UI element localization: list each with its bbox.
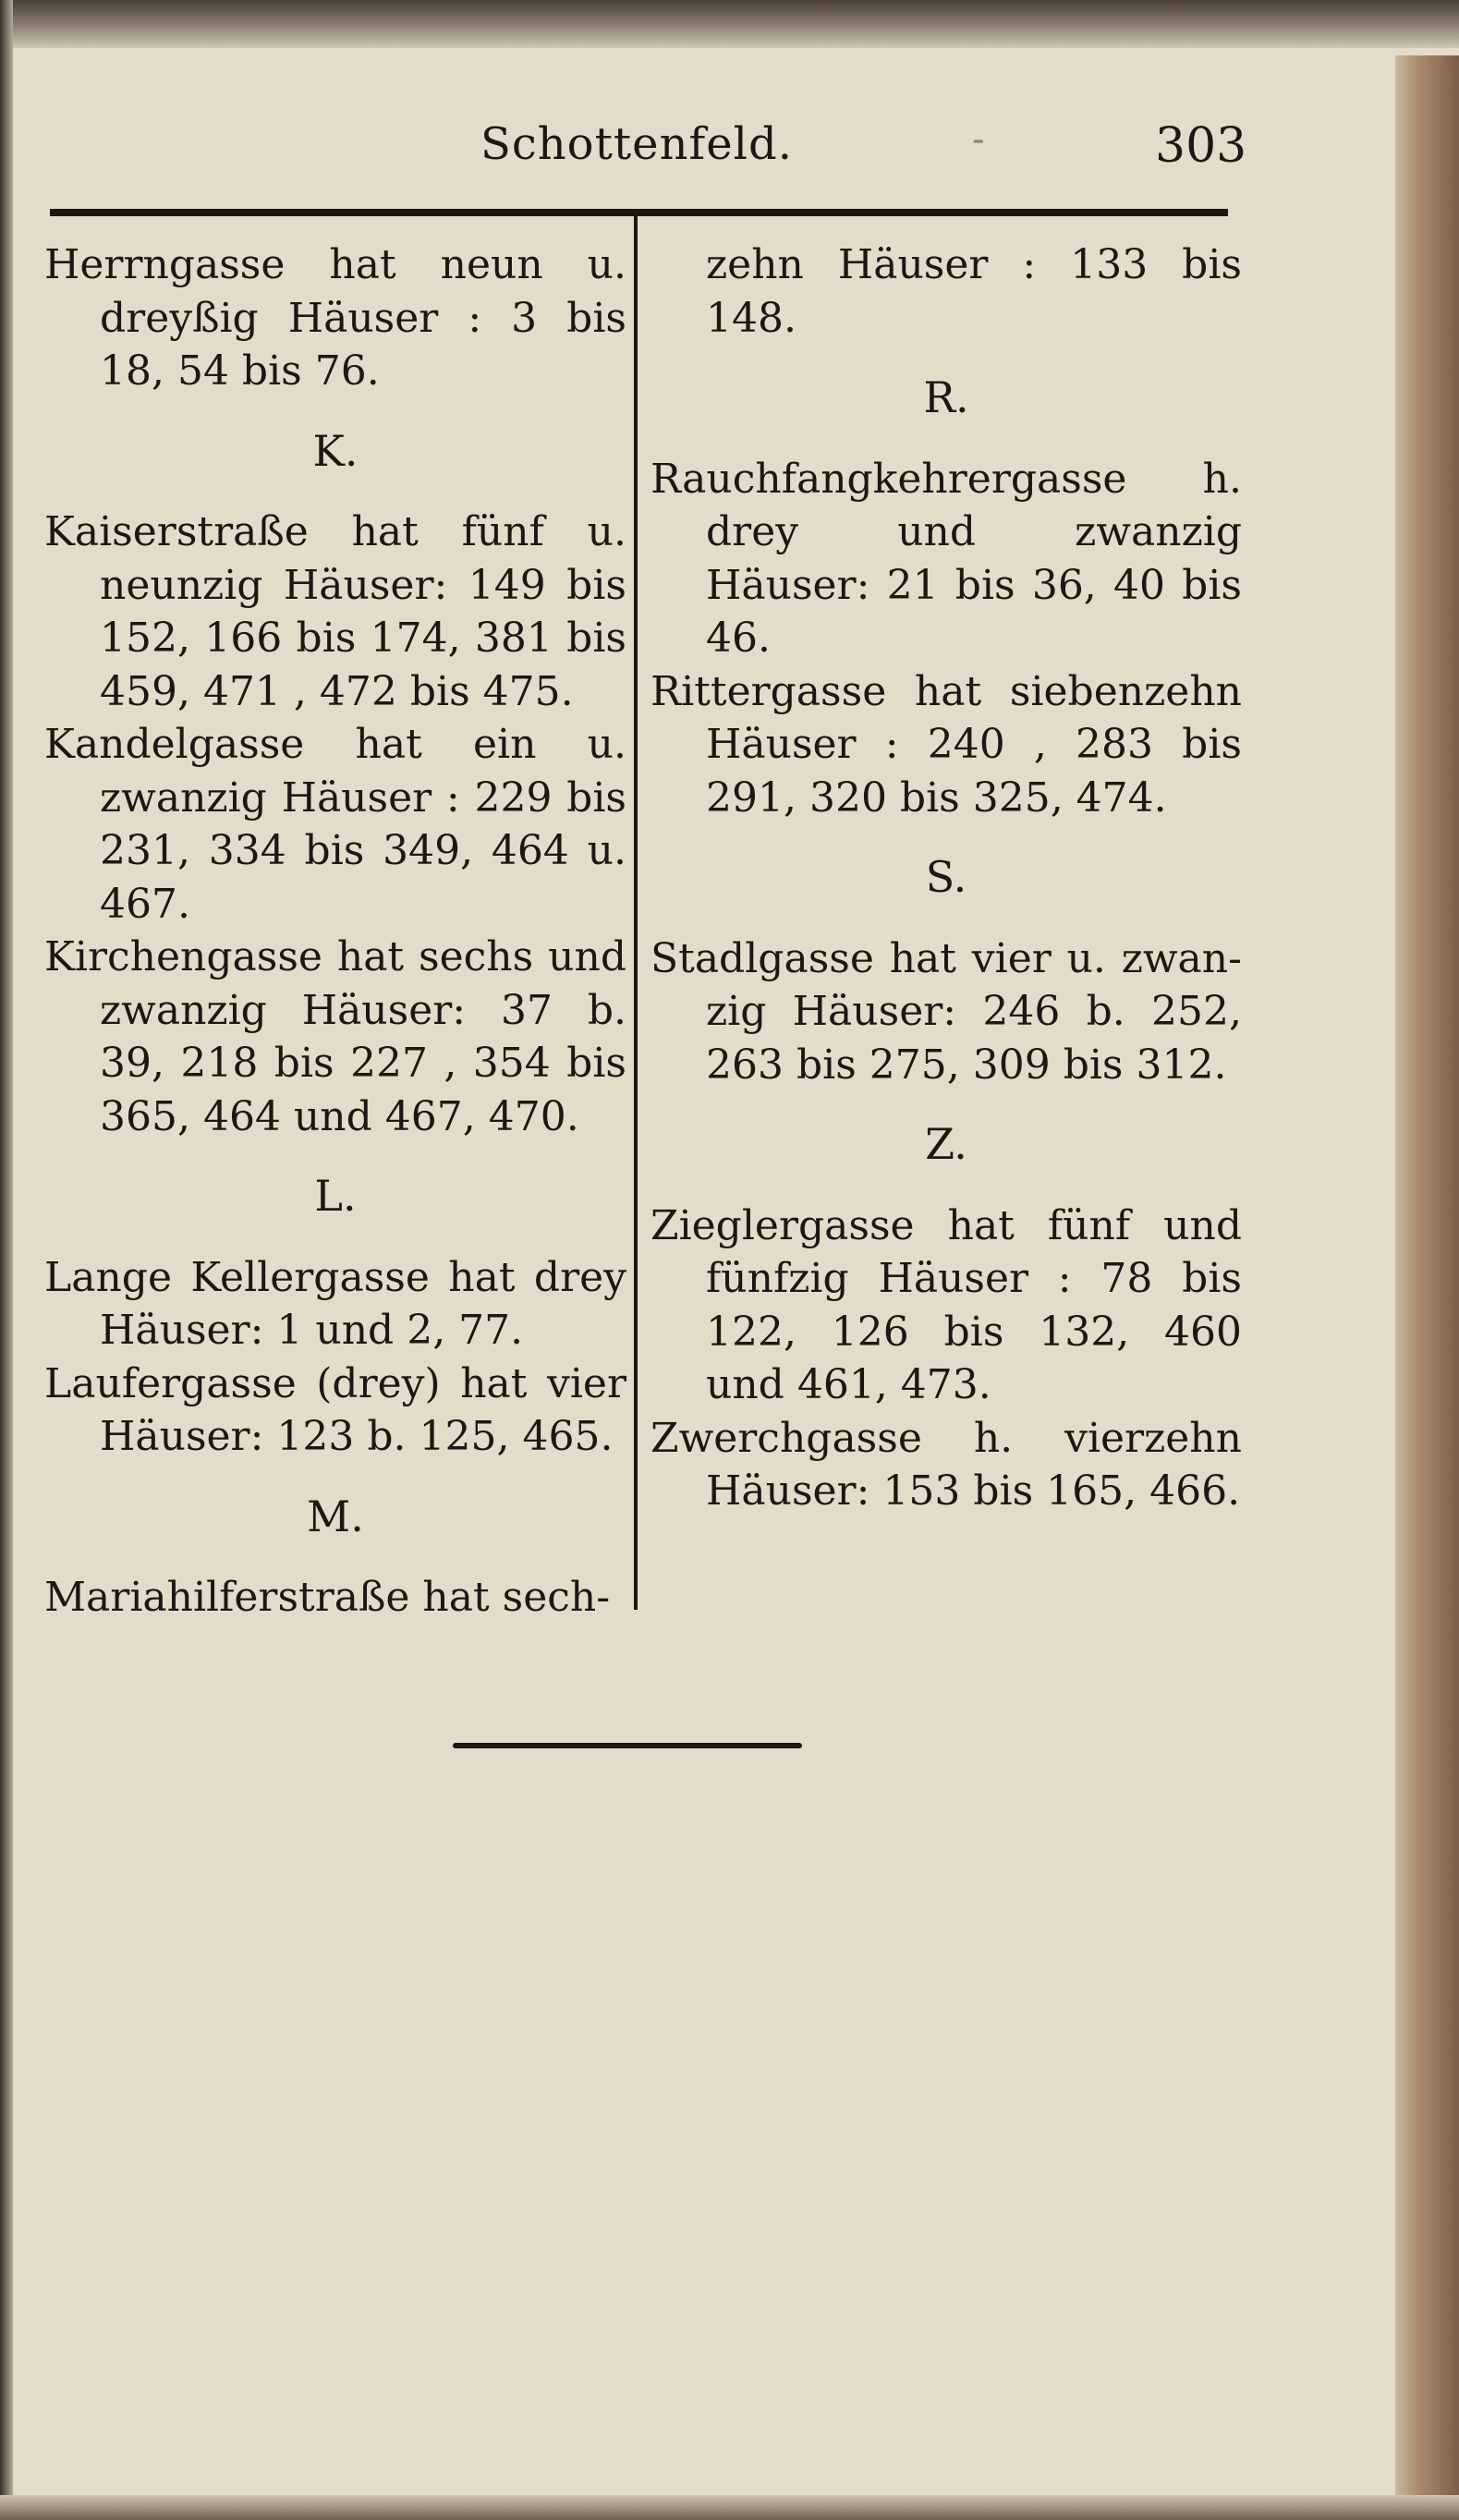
section-letter-m: M. <box>307 1491 364 1541</box>
entry-kaiserstrasse: Kaiserstraße hat fünf u. neunzig Häuser: 149 bis 152, 166 bis 174, 381 bis 459, 471 , 472 bis 475. <box>44 508 626 715</box>
entry-mariahilferstrasse: Mariahilferstraße hat sech- <box>44 1574 611 1621</box>
header-rule <box>50 209 1228 216</box>
entry-kirchengasse: Kirchengasse hat sechs und zwanzig Häuser: 37 b. 39, 218 bis 227 , 354 bis 365, 464 und 467, 470. <box>44 933 626 1140</box>
running-head: Schottenfeld. <box>480 118 793 170</box>
page-left-edge <box>0 0 13 2520</box>
entry-herrngasse: Herrngasse hat neun u. dreyßig Häuser : 3 bis 18, 54 bis 76. <box>44 241 626 395</box>
entry-zwerchgasse: Zwerchgasse h. vierzehn Häuser: 153 bis 165, 466. <box>650 1414 1242 1515</box>
section-letter-l: L. <box>314 1171 357 1221</box>
column-divider <box>634 214 638 1610</box>
end-rule <box>453 1743 802 1748</box>
entry-kandelgasse: Kandelgasse hat ein u. zwanzig Häuser : 229 bis 231, 334 bis 349, 464 u. 467. <box>44 721 626 928</box>
entry-rauchfangkehrergasse: Rauchfangkehrergasse h. drey und zwanzig Häuser: 21 bis 36, 40 bis 46. <box>650 455 1242 662</box>
entry-laufergasse: Laufergasse (drey) hat vier Häuser: 123 b. 125, 465. <box>44 1359 626 1460</box>
book-fore-edge <box>1395 55 1459 2520</box>
page-number: 303 <box>1155 118 1247 174</box>
page-bottom-edge <box>0 2495 1459 2520</box>
right-column <box>650 238 1242 1518</box>
left-column <box>44 238 626 1625</box>
page-top-edge <box>0 0 1459 48</box>
section-letter-s: S. <box>925 852 967 902</box>
entry-stadlgasse: Stadlgasse hat vier u. zwanzig Häuser: 246 b. 252, 263 bis 275, 309 bis 312. <box>650 934 1242 1089</box>
entry-rittergasse: Rittergasse hat siebenzehn Häuser : 240 , 283 bis 291, 320 bis 325, 474. <box>650 667 1242 822</box>
entry-continuation: zehn Häuser : 133 bis 148. <box>706 241 1242 342</box>
section-letter-z: Z. <box>925 1119 967 1169</box>
entry-lange-kellergasse: Lange Kellergasse hat drey Häuser: 1 und 2, 77. <box>44 1253 626 1354</box>
header-dash: - <box>972 118 985 161</box>
section-letter-r: R. <box>923 372 969 422</box>
section-letter-k: K. <box>312 425 359 476</box>
entry-zieglergasse: Zieglergasse hat fünf und fünfzig Häuser : 78 bis 122, 126 bis 132, 460 und 461, 473. <box>650 1201 1242 1408</box>
